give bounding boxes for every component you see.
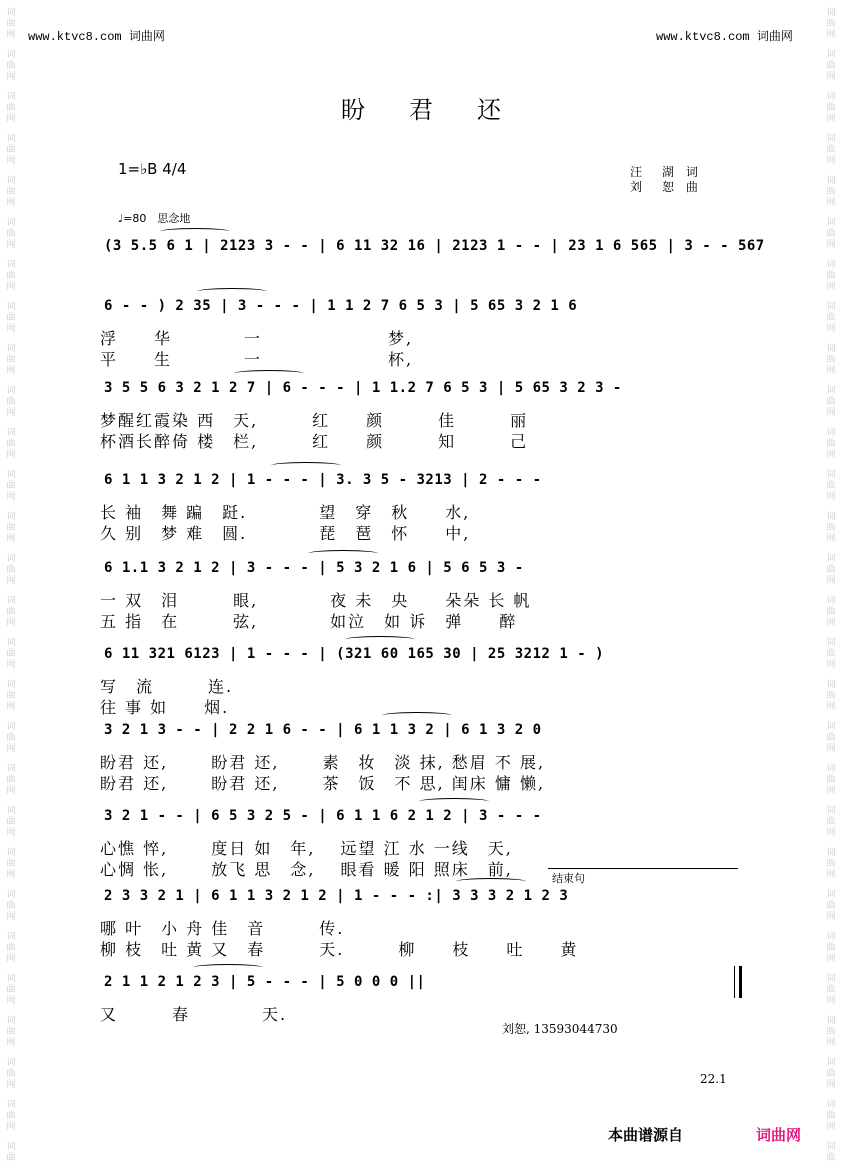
watermark-glyph: 曲: [6, 1069, 16, 1079]
watermark-glyph: 网: [826, 114, 836, 124]
lyric-line: 平 生 一 杯,: [100, 350, 414, 369]
watermark-glyph: 网: [826, 912, 836, 922]
slur-mark: [382, 712, 452, 719]
watermark-glyph: 曲: [826, 901, 836, 911]
notation-line: 3 2 1 3 - - | 2 2 1 6 - - | 6 1 1 3 2 | 6 1 3 2 0: [104, 722, 542, 738]
watermark-glyph: 曲: [826, 397, 836, 407]
watermark-glyph: 曲: [6, 19, 16, 29]
watermark-glyph: 网: [6, 912, 16, 922]
watermark-glyph: 词: [826, 1058, 836, 1068]
watermark-glyph: 词: [6, 1058, 16, 1068]
arranger-contact: 刘恕, 13593044730: [502, 1022, 618, 1036]
watermark-glyph: 曲: [6, 145, 16, 155]
watermark-glyph: 曲: [6, 229, 16, 239]
watermark-glyph: 词: [826, 50, 836, 60]
slur-mark: [271, 462, 341, 469]
watermark-glyph: 网: [6, 702, 16, 712]
watermark-glyph: 网: [6, 996, 16, 1006]
lyric-line: 浮 华 一 梦,: [100, 329, 414, 348]
notation-line: 6 - - ) 2 35 | 3 - - - | 1 1 2 7 6 5 3 | 5 65 3 2 1 6: [104, 298, 578, 314]
watermark-glyph: 曲: [826, 439, 836, 449]
watermark-glyph: 词: [6, 932, 16, 942]
watermark-glyph: 词: [6, 428, 16, 438]
watermark-glyph: 词: [826, 302, 836, 312]
watermark-glyph: 词: [826, 596, 836, 606]
watermark-glyph: 词: [6, 1142, 16, 1152]
watermark-glyph: 曲: [6, 1153, 16, 1163]
watermark-glyph: 网: [826, 744, 836, 754]
page-number: 22.1: [700, 1072, 727, 1086]
watermark-glyph: 曲: [826, 859, 836, 869]
slur-mark: [160, 228, 230, 235]
watermark-glyph: 词: [826, 386, 836, 396]
watermark-glyph: 词: [6, 134, 16, 144]
watermark-glyph: 网: [826, 660, 836, 670]
notation-line: (3 5.5 6 1 | 2123 3 - - | 6 11 32 16 | 2123 1 - - | 23 1 6 565 | 3 - - 567: [104, 238, 765, 254]
watermark-glyph: 词: [6, 302, 16, 312]
watermark-glyph: 词: [826, 512, 836, 522]
watermark-glyph: 词: [6, 218, 16, 228]
watermark-glyph: 曲: [6, 61, 16, 71]
watermark-glyph: 曲: [826, 187, 836, 197]
watermark-glyph: 词: [6, 722, 16, 732]
watermark-glyph: 词: [6, 680, 16, 690]
notation-line: 6 11 321 6123 | 1 - - - | (321 60 165 30 | 25 3212 1 - ): [104, 646, 605, 662]
final-barline: [734, 966, 735, 998]
watermark-glyph: 网: [6, 282, 16, 292]
watermark-glyph: 曲: [826, 145, 836, 155]
watermark-glyph: 曲: [6, 103, 16, 113]
watermark-glyph: 网: [6, 1122, 16, 1132]
lyric-line: 五 指 在 弦, 如泣 如 诉 弹 醉: [100, 612, 518, 631]
watermark-glyph: 网: [6, 618, 16, 628]
watermark-glyph: 网: [6, 534, 16, 544]
watermark-glyph: 词: [6, 764, 16, 774]
watermark-glyph: 词: [6, 848, 16, 858]
watermark-glyph: 网: [6, 660, 16, 670]
watermark-glyph: 曲: [6, 901, 16, 911]
watermark-glyph: 词: [826, 890, 836, 900]
watermark-glyph: 曲: [6, 187, 16, 197]
watermark-glyph: 词: [6, 806, 16, 816]
final-barline: [739, 966, 742, 998]
watermark-glyph: 词: [826, 428, 836, 438]
watermark-glyph: 词: [6, 470, 16, 480]
watermark-glyph: 网: [6, 450, 16, 460]
watermark-glyph: 曲: [826, 1069, 836, 1079]
watermark-glyph: 网: [6, 828, 16, 838]
watermark-glyph: 曲: [6, 775, 16, 785]
watermark-glyph: 词: [826, 344, 836, 354]
watermark-glyph: 网: [826, 618, 836, 628]
notation-line: 2 3 3 2 1 | 6 1 1 3 2 1 2 | 1 - - - :| 3 3 3 2 1 2 3: [104, 888, 569, 904]
notation-line: 6 1 1 3 2 1 2 | 1 - - - | 3. 3 5 - 3213 | 2 - - -: [104, 472, 542, 488]
lyric-line: 柳 枝 吐 黄 又 春 天. 柳 枝 吐 黄: [100, 940, 579, 959]
watermark-glyph: 网: [6, 114, 16, 124]
watermark-glyph: 网: [6, 324, 16, 334]
watermark-glyph: 词: [826, 722, 836, 732]
lyric-line: 又 春 天.: [100, 1005, 288, 1024]
watermark-glyph: 曲: [826, 607, 836, 617]
watermark-glyph: 词: [826, 1016, 836, 1026]
watermark-glyph: 曲: [6, 523, 16, 533]
watermark-glyph: 曲: [826, 817, 836, 827]
watermark-glyph: 曲: [826, 775, 836, 785]
watermark-glyph: 曲: [6, 565, 16, 575]
watermark-glyph: 曲: [826, 1027, 836, 1037]
lyric-line: 哪 叶 小 舟 佳 音 传.: [100, 919, 345, 938]
watermark-glyph: 词: [826, 680, 836, 690]
watermark-glyph: 曲: [826, 229, 836, 239]
watermark-glyph: 曲: [6, 397, 16, 407]
song-title: 盼君还: [341, 96, 545, 124]
left-watermark-strip: [4, 0, 18, 1171]
watermark-glyph: 词: [6, 176, 16, 186]
watermark-glyph: 网: [6, 1038, 16, 1048]
watermark-glyph: 网: [6, 240, 16, 250]
watermark-glyph: 曲: [826, 985, 836, 995]
watermark-glyph: 曲: [6, 1027, 16, 1037]
watermark-glyph: 网: [6, 576, 16, 586]
watermark-glyph: 词: [6, 92, 16, 102]
watermark-glyph: 词: [6, 1100, 16, 1110]
watermark-glyph: 网: [826, 408, 836, 418]
ending-label: 结束句: [552, 872, 585, 885]
key-signature: 1=♭B 4/4: [118, 160, 187, 178]
lyricist-credit: 汪 湖 词: [630, 165, 702, 179]
watermark-glyph: 词: [6, 890, 16, 900]
watermark-glyph: 曲: [826, 1111, 836, 1121]
watermark-glyph: 词: [826, 218, 836, 228]
watermark-glyph: 曲: [6, 481, 16, 491]
watermark-glyph: 网: [826, 324, 836, 334]
notation-line: 3 2 1 - - | 6 5 3 2 5 - | 6 1 1 6 2 1 2 | 3 - - -: [104, 808, 542, 824]
watermark-glyph: 网: [6, 954, 16, 964]
watermark-glyph: 网: [6, 492, 16, 502]
slur-mark: [308, 550, 378, 557]
watermark-glyph: 曲: [6, 355, 16, 365]
watermark-glyph: 网: [6, 72, 16, 82]
header-url-left[interactable]: www.ktvc8.com 词曲网: [28, 30, 165, 44]
lyric-line: 心惆 怅, 放飞 思 念, 眼看 暖 阳 照床 前,: [100, 860, 513, 879]
watermark-glyph: 曲: [6, 985, 16, 995]
lyric-line: 一 双 泪 眼, 夜 未 央 朵朵 长 帆: [100, 591, 532, 610]
watermark-glyph: 网: [826, 1122, 836, 1132]
watermark-glyph: 曲: [826, 103, 836, 113]
watermark-glyph: 词: [826, 554, 836, 564]
watermark-glyph: 词: [826, 176, 836, 186]
watermark-glyph: 词: [826, 260, 836, 270]
watermark-glyph: 词: [6, 386, 16, 396]
watermark-glyph: 词: [6, 974, 16, 984]
watermark-glyph: 网: [826, 198, 836, 208]
watermark-glyph: 曲: [826, 943, 836, 953]
composer-credit: 刘 恕 曲: [630, 180, 702, 194]
watermark-glyph: 网: [826, 870, 836, 880]
watermark-glyph: 曲: [826, 19, 836, 29]
watermark-glyph: 曲: [6, 691, 16, 701]
watermark-glyph: 曲: [826, 733, 836, 743]
watermark-glyph: 网: [826, 996, 836, 1006]
lyric-line: 写 流 连.: [100, 677, 234, 696]
watermark-glyph: 曲: [6, 607, 16, 617]
lyric-line: 杯酒长醉倚 楼 栏, 红 颜 知 己: [100, 432, 529, 451]
watermark-glyph: 网: [6, 744, 16, 754]
watermark-glyph: 网: [826, 1038, 836, 1048]
slur-mark: [193, 964, 263, 971]
watermark-glyph: 曲: [6, 817, 16, 827]
watermark-glyph: 曲: [6, 271, 16, 281]
watermark-glyph: 词: [6, 1016, 16, 1026]
watermark-glyph: 网: [826, 828, 836, 838]
watermark-glyph: 网: [6, 408, 16, 418]
watermark-glyph: 词: [826, 932, 836, 942]
watermark-glyph: 网: [6, 30, 16, 40]
watermark-glyph: 曲: [826, 649, 836, 659]
watermark-glyph: 词: [826, 1100, 836, 1110]
watermark-glyph: 网: [826, 786, 836, 796]
watermark-glyph: 曲: [826, 565, 836, 575]
watermark-glyph: 词: [6, 638, 16, 648]
watermark-glyph: 词: [6, 50, 16, 60]
watermark-glyph: 曲: [826, 1153, 836, 1163]
watermark-glyph: 网: [826, 156, 836, 166]
tempo-marking: ♩=80 思念地: [118, 212, 191, 225]
slur-mark: [234, 370, 304, 377]
watermark-glyph: 词: [826, 470, 836, 480]
watermark-glyph: 词: [6, 596, 16, 606]
watermark-glyph: 网: [826, 72, 836, 82]
lyric-line: 久 别 梦 难 圆. 琵 琶 怀 中,: [100, 524, 471, 543]
watermark-glyph: 网: [826, 1080, 836, 1090]
watermark-glyph: 网: [826, 450, 836, 460]
watermark-glyph: 曲: [6, 439, 16, 449]
watermark-glyph: 曲: [826, 313, 836, 323]
watermark-glyph: 词: [6, 260, 16, 270]
watermark-glyph: 词: [6, 554, 16, 564]
lyric-line: 往 事 如 烟.: [100, 698, 230, 717]
ending-bracket: [548, 868, 738, 869]
watermark-glyph: 曲: [6, 859, 16, 869]
slur-mark: [419, 798, 489, 805]
watermark-glyph: 曲: [6, 943, 16, 953]
watermark-glyph: 曲: [6, 649, 16, 659]
watermark-glyph: 曲: [6, 733, 16, 743]
watermark-glyph: 网: [6, 786, 16, 796]
credits: [630, 165, 702, 195]
watermark-glyph: 网: [826, 576, 836, 586]
watermark-glyph: 词: [826, 134, 836, 144]
watermark-glyph: 词: [826, 764, 836, 774]
watermark-glyph: 网: [6, 198, 16, 208]
watermark-glyph: 曲: [826, 691, 836, 701]
watermark-glyph: 词: [826, 92, 836, 102]
lyric-line: 梦醒红霞染 西 天, 红 颜 佳 丽: [100, 411, 529, 430]
watermark-glyph: 网: [826, 534, 836, 544]
notation-line: 2 1 1 2 1 2 3 | 5 - - - | 5 0 0 0 ||: [104, 974, 426, 990]
lyric-line: 盼君 还, 盼君 还, 茶 饭 不 思, 闺床 慵 懒,: [100, 774, 546, 793]
watermark-glyph: 网: [826, 30, 836, 40]
watermark-glyph: 网: [826, 240, 836, 250]
right-watermark-strip: [824, 0, 838, 1171]
source-label: 本曲谱源自: [608, 1126, 684, 1144]
watermark-glyph: 词: [826, 1142, 836, 1152]
site-brand-link[interactable]: 词曲网: [756, 1126, 802, 1144]
watermark-glyph: 网: [826, 366, 836, 376]
watermark-glyph: 网: [6, 366, 16, 376]
watermark-glyph: 网: [826, 492, 836, 502]
notation-line: 3 5 5 6 3 2 1 2 7 | 6 - - - | 1 1.2 7 6 5 3 | 5 65 3 2 3 -: [104, 380, 622, 396]
slur-mark: [345, 636, 415, 643]
watermark-glyph: 网: [826, 282, 836, 292]
watermark-glyph: 词: [826, 806, 836, 816]
watermark-glyph: 网: [6, 156, 16, 166]
watermark-glyph: 词: [6, 512, 16, 522]
watermark-glyph: 网: [6, 1080, 16, 1090]
watermark-glyph: 曲: [826, 355, 836, 365]
watermark-glyph: 曲: [6, 1111, 16, 1121]
watermark-glyph: 词: [6, 344, 16, 354]
slur-mark: [456, 878, 526, 885]
watermark-glyph: 曲: [826, 481, 836, 491]
lyric-line: 长 袖 舞 蹁 跹. 望 穿 秋 水,: [100, 503, 471, 522]
watermark-glyph: 词: [826, 8, 836, 18]
watermark-glyph: 词: [826, 848, 836, 858]
watermark-glyph: 网: [826, 702, 836, 712]
watermark-glyph: 曲: [826, 523, 836, 533]
watermark-glyph: 曲: [6, 313, 16, 323]
lyric-line: 盼君 还, 盼君 还, 素 妆 淡 抹, 愁眉 不 展,: [100, 753, 546, 772]
watermark-glyph: 网: [826, 954, 836, 964]
watermark-glyph: 词: [6, 8, 16, 18]
header-url-right[interactable]: www.ktvc8.com 词曲网: [656, 30, 793, 44]
lyric-line: 心憔 悴, 度日 如 年, 远望 江 水 一线 天,: [100, 839, 513, 858]
watermark-glyph: 曲: [826, 271, 836, 281]
watermark-glyph: 网: [6, 870, 16, 880]
watermark-glyph: 曲: [826, 61, 836, 71]
notation-line: 6 1.1 3 2 1 2 | 3 - - - | 5 3 2 1 6 | 5 6 5 3 -: [104, 560, 524, 576]
watermark-glyph: 词: [826, 974, 836, 984]
slur-mark: [197, 288, 267, 295]
watermark-glyph: 词: [826, 638, 836, 648]
